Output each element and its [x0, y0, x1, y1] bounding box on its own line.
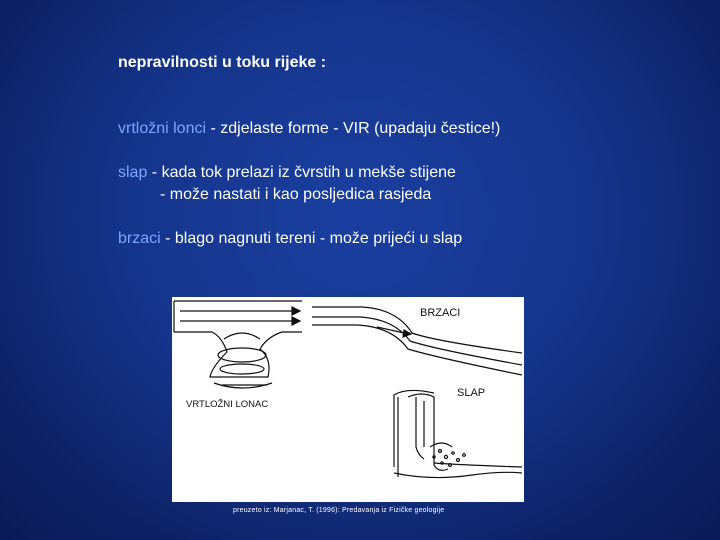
desc-waterfall: - kada tok prelazi iz čvrstih u mekše stijene	[147, 164, 456, 181]
waterfall-drawing	[394, 390, 522, 477]
label-waterfall: SLAP	[457, 387, 486, 399]
term-potholes: vrtložni lonci	[118, 120, 207, 137]
item-potholes	[118, 120, 500, 138]
desc-waterfall-continued: - može nastati i kao posljedica rasjeda	[160, 186, 432, 203]
term-waterfall: slap	[118, 164, 148, 181]
desc-potholes: - zdjelaste forme - VIR (upadaju čestice!)	[206, 120, 501, 137]
term-rapids: brzaci	[118, 230, 161, 247]
figure-caption: preuzeto iz: Marjanac, T. (1996): Predavanja iz Fizičke geologije	[233, 507, 445, 514]
river-features-figure	[172, 297, 524, 502]
pothole-drawing	[174, 301, 302, 388]
label-pothole: VRTLOŽNI LONAC	[186, 399, 269, 410]
river-features-diagram	[172, 297, 524, 502]
label-rapids: BRZACI	[420, 307, 461, 319]
item-rapids	[118, 230, 462, 248]
desc-rapids: - blago nagnuti tereni - može prijeći u slap	[160, 230, 463, 247]
item-waterfall	[118, 164, 456, 182]
slide-title: nepravilnosti u toku rijeke :	[118, 54, 327, 71]
rapids-drawing	[312, 307, 522, 375]
